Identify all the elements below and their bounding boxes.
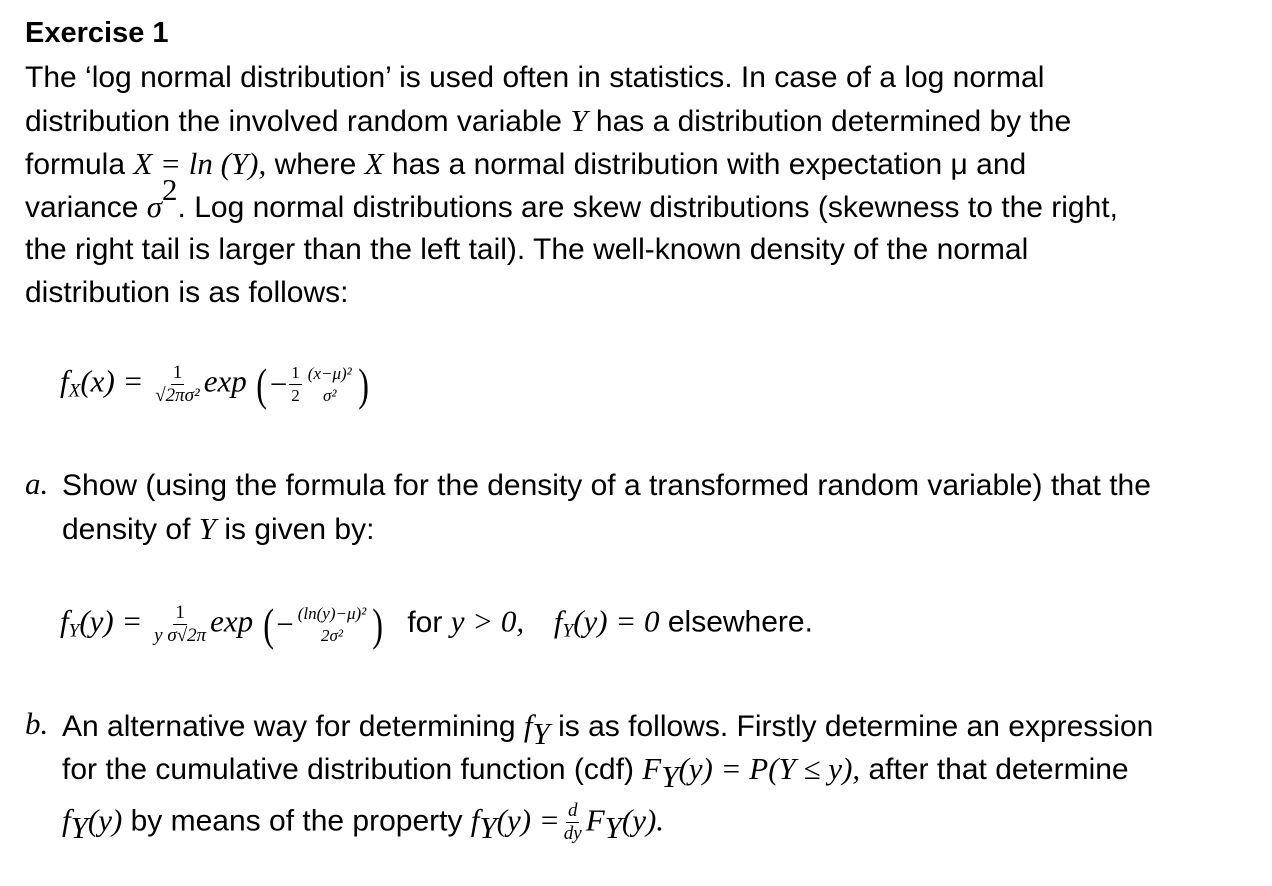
f-eq: (y) = bbox=[496, 802, 560, 838]
normalizing-fraction bbox=[152, 602, 208, 647]
intro-text: variance bbox=[25, 191, 147, 224]
intro-line-6: distribution is as follows: bbox=[25, 276, 349, 309]
minus-sign: − bbox=[269, 366, 288, 402]
formula-sub: X bbox=[68, 380, 81, 402]
sigma-symbol: σ bbox=[146, 189, 163, 224]
part-b-text: for the cumulative distribution function (cdf) bbox=[62, 753, 643, 786]
part-b-text: is as follows. Firstly determine an expression bbox=[549, 710, 1154, 743]
fraction-numerator: 1 bbox=[175, 602, 185, 623]
cdf-sub: Y bbox=[661, 758, 679, 794]
part-b-text: after that determine bbox=[860, 753, 1129, 786]
half-denominator: 2 bbox=[291, 386, 300, 405]
variable-y: Y bbox=[570, 103, 588, 138]
intro-text: has a distribution determined by the bbox=[587, 105, 1072, 138]
fraction-numerator: 1 bbox=[172, 362, 183, 383]
formula-sub: Y bbox=[68, 620, 80, 642]
intro-line-4 bbox=[25, 171, 1118, 226]
intro-text: . Log normal distributions are skew distributions (skewness to the right, bbox=[177, 191, 1118, 224]
part-a-text: is given by: bbox=[216, 513, 375, 546]
right-paren: ) bbox=[372, 598, 384, 650]
part-b-text: An alternative way for determining bbox=[62, 710, 524, 743]
f-sub: Y bbox=[70, 810, 88, 846]
formula-f: f bbox=[60, 363, 69, 399]
formula-lhs-arg: (y) = bbox=[79, 603, 143, 639]
else-sub: Y bbox=[562, 620, 574, 642]
cdf-symbol: F bbox=[642, 751, 662, 786]
f-sub: Y bbox=[532, 715, 550, 751]
fraction-denominator: y σ√2π bbox=[154, 625, 207, 646]
part-b-line-2 bbox=[62, 751, 1129, 794]
intro-text: formula bbox=[25, 148, 134, 181]
domain-condition: y > 0, bbox=[450, 603, 525, 639]
inner-fraction bbox=[306, 363, 354, 407]
f-arg: (y) bbox=[87, 802, 123, 838]
right-paren: ) bbox=[358, 358, 369, 410]
cdf-end: (y). bbox=[621, 802, 665, 838]
formula-f: f bbox=[60, 603, 69, 639]
minus-sign: − bbox=[276, 606, 294, 642]
part-b-label: b. bbox=[25, 706, 49, 741]
variable-y: Y bbox=[198, 511, 216, 546]
inner-fraction bbox=[296, 603, 369, 647]
part-b-text: by means of the property bbox=[122, 804, 471, 838]
for-text: for bbox=[407, 605, 451, 639]
cdf-definition: (y) = P(Y ≤ y), bbox=[678, 751, 861, 786]
half-fraction bbox=[289, 362, 302, 407]
left-paren: ( bbox=[263, 598, 274, 650]
intro-line-2 bbox=[25, 103, 1071, 140]
inner-denominator: 2σ² bbox=[321, 625, 343, 645]
derivative-denominator: dy bbox=[563, 823, 582, 844]
intro-text: where bbox=[266, 148, 365, 181]
f-symbol: f bbox=[523, 708, 533, 743]
intro-line-1: The ‘log normal distribution’ is used often in statistics. In case of a log normal bbox=[25, 61, 1045, 94]
cdf-sub: Y bbox=[604, 810, 622, 846]
inner-denominator: σ² bbox=[323, 385, 337, 405]
intro-text: distribution the involved random variable bbox=[25, 105, 571, 138]
fraction-denominator: √2πσ² bbox=[155, 385, 200, 406]
half-numerator: 1 bbox=[289, 362, 302, 385]
inner-numerator: (ln(y)−μ)² bbox=[297, 603, 367, 623]
derivative-numerator: d bbox=[567, 800, 578, 821]
formula-lhs-arg: (x) = bbox=[80, 363, 144, 399]
normalizing-fraction bbox=[153, 362, 202, 407]
else-rhs: (y) = 0 bbox=[573, 603, 660, 639]
left-paren: ( bbox=[256, 358, 268, 410]
variable-x: X bbox=[364, 146, 384, 181]
normal-density-formula bbox=[60, 358, 371, 410]
transform-formula: X = ln (Y), bbox=[133, 146, 267, 181]
lognormal-density-formula bbox=[60, 598, 813, 650]
exp-function: exp bbox=[203, 363, 247, 399]
part-a-line-2 bbox=[62, 511, 374, 548]
else-f: f bbox=[553, 603, 563, 639]
f-symbol: f bbox=[62, 802, 71, 838]
intro-text: has a normal distribution with expectation μ and bbox=[383, 148, 1027, 181]
part-a-label: a. bbox=[25, 466, 49, 501]
derivative-fraction bbox=[562, 800, 584, 845]
part-a-text: density of bbox=[62, 513, 199, 546]
intro-line-5: the right tail is larger than the left tail). The well-known density of the normal bbox=[25, 233, 1029, 266]
part-b-line-3 bbox=[62, 800, 664, 845]
exp-function: exp bbox=[210, 603, 254, 639]
elsewhere-text: elsewhere. bbox=[659, 605, 813, 639]
sigma-exponent: 2 bbox=[162, 171, 178, 207]
part-a-line-1: Show (using the formula for the density of a transformed random variable) that the bbox=[62, 469, 1151, 502]
f-symbol: f bbox=[470, 802, 480, 838]
exercise-title: Exercise 1 bbox=[25, 17, 169, 49]
part-b-line-1 bbox=[62, 708, 1154, 751]
f-sub: Y bbox=[479, 810, 497, 846]
inner-numerator: (x−μ)² bbox=[307, 363, 352, 383]
cdf-symbol: F bbox=[585, 802, 605, 838]
